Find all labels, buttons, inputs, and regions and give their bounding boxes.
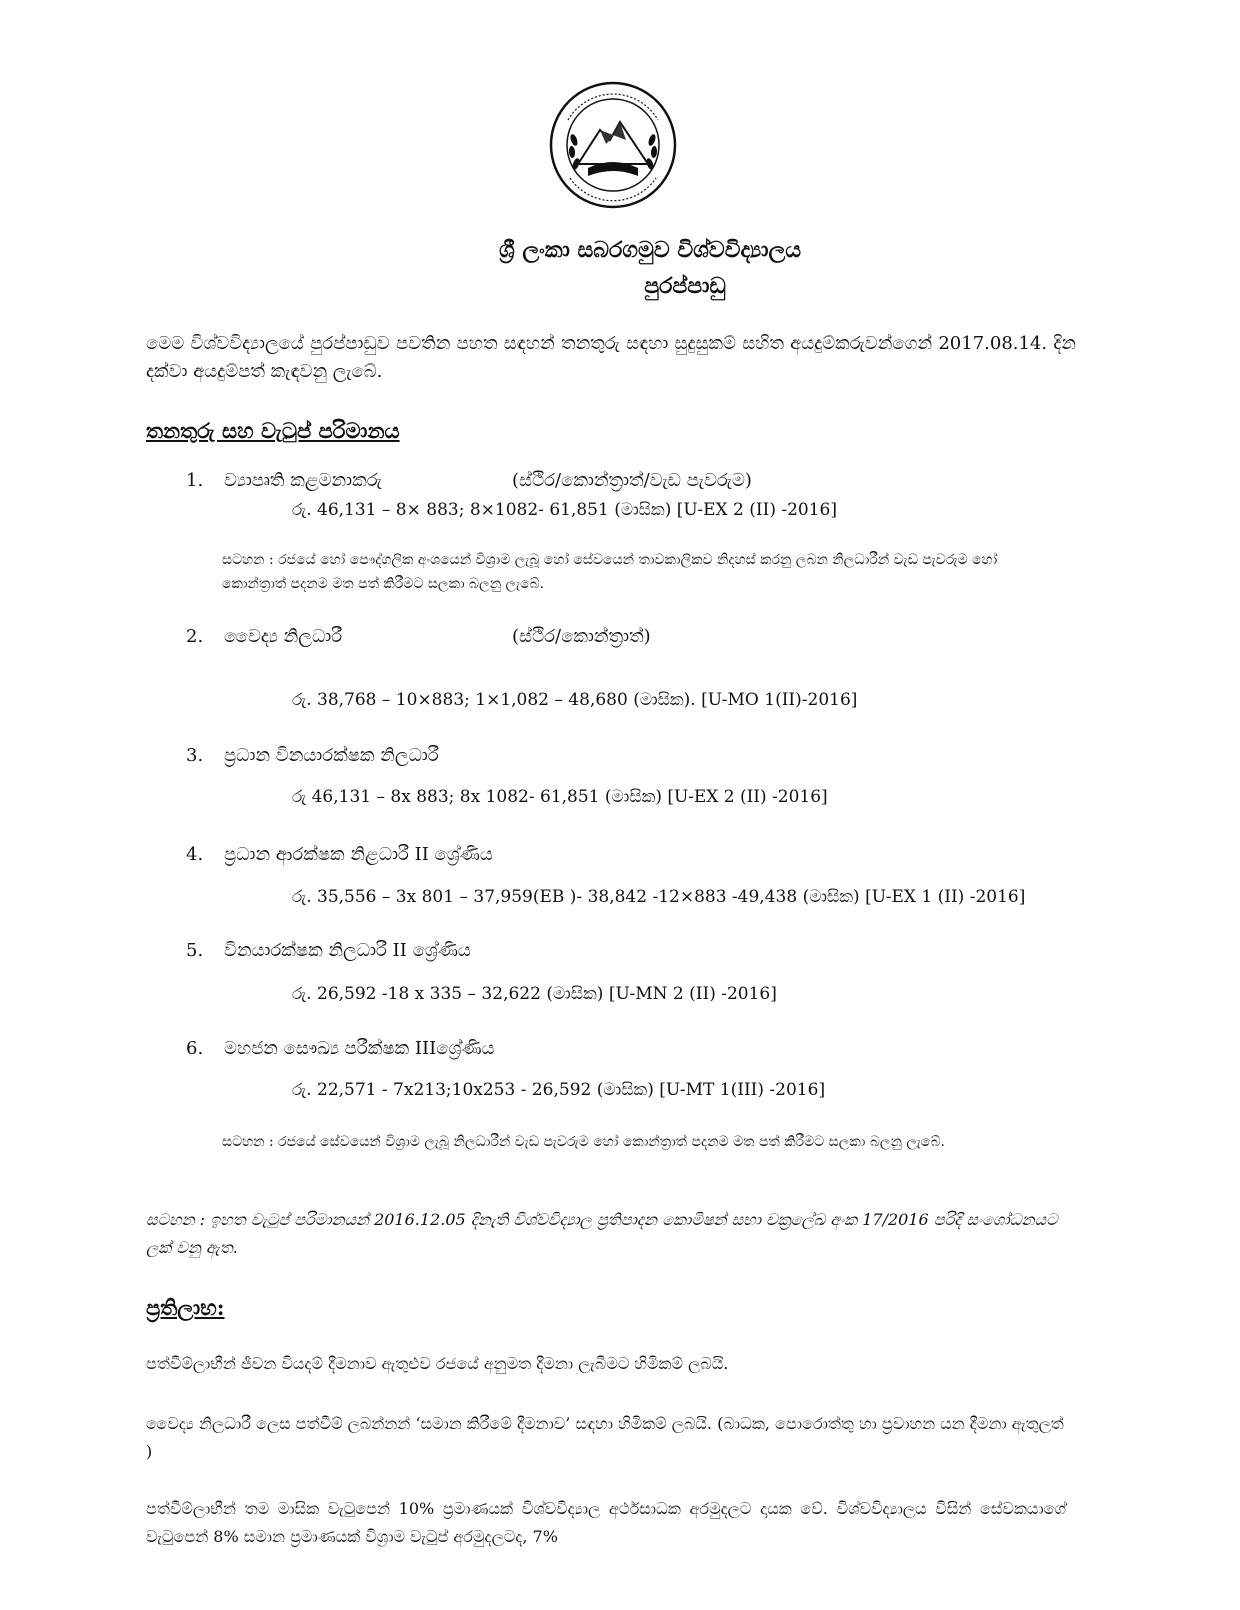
benefit-paragraph-1: පත්වීම්ලාභීන් ජීවන වියදම් දීමනාව ඇතුළුව රජයේ අනුමත දීමනා ලැබීමට හිමිකම් ලබයි. [146,1354,729,1373]
note-retired-or-private: සටහන : රජයේ හෝ පෞද්ගලික අංශයෙන් විශ්‍රාම ලැබූ හෝ සේවයෙන් තාවකාලිකව නිදහස් කරනු ලබන නිලධාරීන් වැඩ පැවරුම හෝ කොන්ත්‍රාත් පදනම මත පත් කිරීමට සලකා බලනු ලැබේ. [222,552,998,592]
post-salary: රු. 26,592 -18 x 335 – 32,622 (මාසික) [U-MN 2 (II) -2016] [292,984,777,1004]
note-retired-government: සටහන : රජයේ සේවයෙන් විශ්‍රාම ලැබූ නිලධාරීන් වැඩ පැවරුම හෝ කොන්ත්‍රාත් පදනම මත පත් කිරීමට සලකා බලනු ලැබේ. [222,1134,945,1150]
university-name: ශ්‍රී ලංකා සබරගමුව විශ්වවිද්‍යාලය [498,237,802,263]
seal-graphic [548,80,678,210]
post-name: ප්‍රධාන ආරක්ෂක නිළධාරී II ශ්‍රේණිය [224,844,493,865]
benefit-paragraph-3: පත්වීම්ලාභීන් තම මාසික වැටුපෙන් 10% ප්‍රමාණයක් විශ්වවිද්‍යාල අර්ථසාධක අරමුදලට දායක වේ. විශ්වවිද්‍යාලය විසින් සේවකයාගේ වැටුපෙන් 8% සමාන ප්‍රමාණයක් විශ්‍රාම වැටුප් අරමුදලටද, 7% [146,1499,1066,1546]
university-seal-icon [548,80,678,210]
posts-section-heading: තනතුරු සහ වැටුප් පරිමානය [146,418,400,443]
post-salary: රු. 38,768 – 10×883; 1×1,082 – 48,680 (මාසික). [U-MO 1(II)-2016] [292,690,858,710]
post-number: 6. [186,1038,204,1059]
post-name: මහජන සෞඛ්‍ය පරීක්ෂක IIIශ්‍රේණිය [224,1038,495,1059]
post-number: 3. [186,745,204,766]
post-type: (ස්ථිර/කොන්ත්‍රාත්) [512,626,651,647]
post-number: 1. [186,470,204,491]
note-salary-revision: සටහන : ඉහත වැටුප් පරිමානයන් 2016.12.05 දිනැති විශ්වවිද්‍යාල ප්‍රතිපාදන කොමිෂන් සභා චක්‍රලේඛ අංක 17/2016 පරිදි සංශෝධනයට ලක් වනු ඇත. [146,1210,1058,1257]
post-type: (ස්ථිර/කොන්ත්‍රාත්/වැඩ පැවරුම) [512,470,752,491]
post-number: 5. [186,940,204,961]
post-salary: රු. 22,571 - 7x213;10x253 - 26,592 (මාසික) [U-MT 1(III) -2016] [292,1080,826,1100]
intro-paragraph: මෙම විශ්වවිද්‍යාලයේ පුරප්පාඩුව පවතින පහත සඳහන් තනතුරු සඳහා සුදුසුකම් සහිත අයදුම්කරුවන්ගෙන් 2017.08.14. දින දක්වා අයදුම්පත් කැඳවනු ලැබේ. [146,333,1076,382]
post-number: 2. [186,626,204,647]
post-name: වෛද්‍ය නිලධාරී [224,626,343,647]
vacancies-heading: පුරප්පාඩු [644,273,726,299]
post-salary: රු. 46,131 – 8× 883; 8×1082- 61,851 (මාසික) [U-EX 2 (II) -2016] [292,500,838,520]
benefit-paragraph-2: වෛද්‍ය නිලධාරී ලෙස පත්වීම් ලබන්නන් ‘සමාන කිරීමේ දීමනාව’ සඳහා හිමිකම් ලබයි. (බාධක, පොරොත්තු හා ප්‍රවාහන යන දීමනා ඇතුලත් ) [146,1414,1064,1461]
post-name: විනයාරක්ෂක නිලධාරී II ශ්‍රේණිය [224,940,471,961]
post-name: ව්‍යාපෘති කළමනාකරු [224,470,382,491]
post-number: 4. [186,844,204,865]
post-name: ප්‍රධාන විනයාරක්ෂක නිලධාරී [224,745,439,766]
benefits-heading: ප්‍රතිලාභ: [146,1295,225,1320]
post-salary: රු 46,131 – 8x 883; 8x 1082- 61,851 (මාසික) [U-EX 2 (II) -2016] [292,787,828,807]
post-salary: රු. 35,556 – 3x 801 – 37,959(EB )- 38,842 -12×883 -49,438 (මාසික) [U-EX 1 (II) -2016] [292,887,1026,907]
